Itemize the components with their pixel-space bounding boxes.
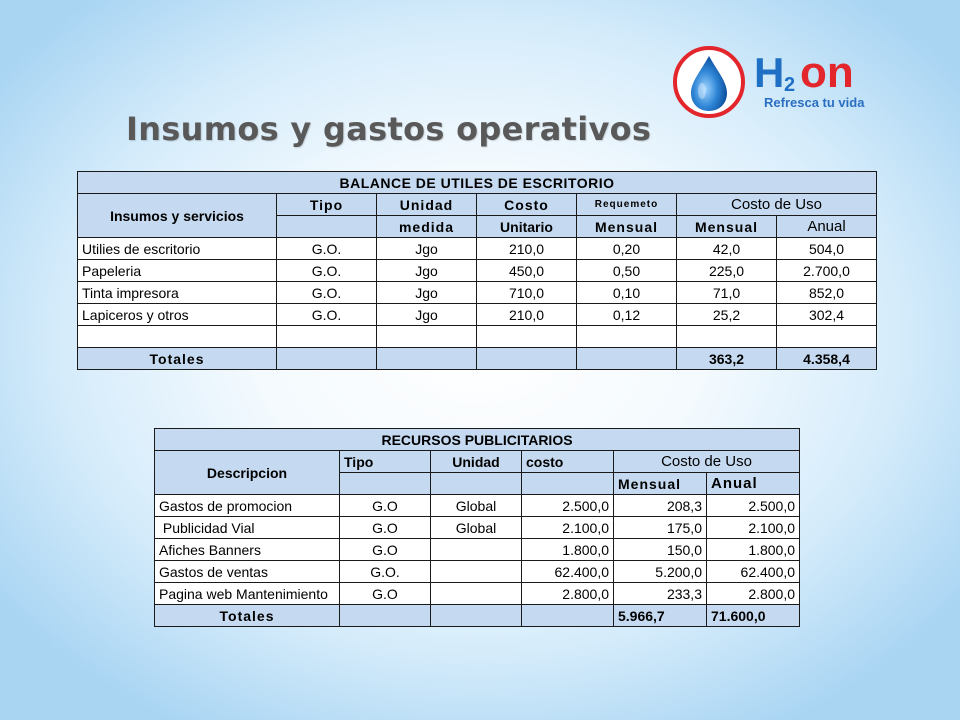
cell-empty (340, 605, 431, 627)
cell-costo: 1.800,0 (522, 539, 614, 561)
header-unidad: Unidad (431, 451, 522, 473)
cell-mensual: 5.200,0 (614, 561, 707, 583)
header-empty (277, 216, 377, 238)
cell-req: 0,10 (577, 282, 677, 304)
balance-table (77, 171, 877, 370)
publicidad-totals-row (155, 605, 800, 627)
table-row (78, 238, 877, 260)
cell-insumo: Tinta impresora (78, 282, 277, 304)
header-unitario: Unitario (477, 216, 577, 238)
cell-anual: 2.500,0 (707, 495, 800, 517)
cell-empty (777, 326, 877, 348)
balance-totals-row (78, 348, 877, 370)
cell-costo: 450,0 (477, 260, 577, 282)
cell-anual: 504,0 (777, 238, 877, 260)
cell-req: 0,20 (577, 238, 677, 260)
cell-empty (577, 326, 677, 348)
totals-mensual: 5.966,7 (614, 605, 707, 627)
cell-anual: 2.700,0 (777, 260, 877, 282)
cell-req: 0,50 (577, 260, 677, 282)
header-costo: Costo (477, 194, 577, 216)
cell-anual: 852,0 (777, 282, 877, 304)
cell-anual: 2.800,0 (707, 583, 800, 605)
cell-mensual: 71,0 (677, 282, 777, 304)
cell-mensual: 225,0 (677, 260, 777, 282)
header-mensual: Mensual (677, 216, 777, 238)
balance-header-row-1 (78, 194, 877, 216)
table-row (155, 583, 800, 605)
cell-costo: 2.800,0 (522, 583, 614, 605)
cell-unidad (431, 539, 522, 561)
cell-mensual: 150,0 (614, 539, 707, 561)
cell-unidad: Jgo (377, 238, 477, 260)
cell-descripcion: Pagina web Mantenimiento (155, 583, 340, 605)
cell-empty (431, 605, 522, 627)
publicidad-table (154, 428, 800, 627)
header-mensual: Mensual (614, 473, 707, 495)
table-row-empty (78, 326, 877, 348)
cell-costo: 2.500,0 (522, 495, 614, 517)
header-anual: Anual (777, 216, 877, 238)
water-drop-logo-icon (672, 44, 902, 124)
cell-empty (522, 605, 614, 627)
cell-insumo: Utilies de escritorio (78, 238, 277, 260)
cell-unidad: Global (431, 517, 522, 539)
table-row (155, 517, 800, 539)
cell-empty (577, 348, 677, 370)
cell-costo: 210,0 (477, 238, 577, 260)
logo-brand-sub: 2 (784, 74, 796, 96)
balance-title-row (78, 172, 877, 194)
cell-tipo: G.O. (277, 238, 377, 260)
header-anual: Anual (707, 473, 800, 495)
cell-costo: 2.100,0 (522, 517, 614, 539)
table-row (78, 260, 877, 282)
table-row (155, 561, 800, 583)
cell-mensual: 175,0 (614, 517, 707, 539)
cell-costo: 62.400,0 (522, 561, 614, 583)
cell-tipo: G.O (340, 539, 431, 561)
cell-descripcion: Gastos de ventas (155, 561, 340, 583)
cell-unidad: Jgo (377, 304, 477, 326)
table-row (155, 495, 800, 517)
cell-mensual: 233,3 (614, 583, 707, 605)
publicidad-title-row (155, 429, 800, 451)
header-costo-uso: Costo de Uso (677, 194, 877, 216)
publicidad-table-title: RECURSOS PUBLICITARIOS (155, 429, 800, 451)
cell-tipo: G.O. (277, 304, 377, 326)
cell-insumo: Lapiceros y otros (78, 304, 277, 326)
header-descripcion: Descripcion (155, 451, 340, 495)
cell-insumo: Papeleria (78, 260, 277, 282)
table-row (78, 282, 877, 304)
header-medida: medida (377, 216, 477, 238)
page-title: Insumos y gastos operativos (126, 110, 652, 148)
logo-brand-on: on (800, 48, 854, 97)
cell-req: 0,12 (577, 304, 677, 326)
cell-empty (677, 326, 777, 348)
cell-anual: 62.400,0 (707, 561, 800, 583)
header-tipo: Tipo (340, 451, 431, 473)
balance-table-title: BALANCE DE UTILES DE ESCRITORIO (78, 172, 877, 194)
header-costo-uso: Costo de Uso (614, 451, 800, 473)
cell-mensual: 42,0 (677, 238, 777, 260)
cell-unidad: Jgo (377, 260, 477, 282)
cell-descripcion: Publicidad Vial (155, 517, 340, 539)
header-mensual-req: Mensual (577, 216, 677, 238)
cell-tipo: G.O. (277, 260, 377, 282)
cell-anual: 2.100,0 (707, 517, 800, 539)
cell-empty (477, 326, 577, 348)
logo-tagline: Refresca tu vida (764, 95, 865, 110)
cell-mensual: 208,3 (614, 495, 707, 517)
header-costo: costo (522, 451, 614, 473)
cell-tipo: G.O (340, 495, 431, 517)
cell-empty (277, 348, 377, 370)
cell-mensual: 25,2 (677, 304, 777, 326)
cell-tipo: G.O. (340, 561, 431, 583)
cell-tipo: G.O (340, 517, 431, 539)
table-row (155, 539, 800, 561)
header-requerimiento: Requemeto (577, 194, 677, 216)
cell-descripcion: Afiches Banners (155, 539, 340, 561)
cell-tipo: G.O (340, 583, 431, 605)
totals-label: Totales (78, 348, 277, 370)
cell-costo: 710,0 (477, 282, 577, 304)
cell-anual: 302,4 (777, 304, 877, 326)
h2on-logo (672, 44, 902, 124)
header-unidad: Unidad (377, 194, 477, 216)
cell-empty (78, 326, 277, 348)
cell-costo: 210,0 (477, 304, 577, 326)
cell-descripcion: Gastos de promocion (155, 495, 340, 517)
cell-unidad: Jgo (377, 282, 477, 304)
header-tipo: Tipo (277, 194, 377, 216)
cell-tipo: G.O. (277, 282, 377, 304)
cell-unidad (431, 583, 522, 605)
totals-anual: 71.600,0 (707, 605, 800, 627)
cell-empty (340, 473, 431, 495)
cell-empty (477, 348, 577, 370)
cell-anual: 1.800,0 (707, 539, 800, 561)
totals-label: Totales (155, 605, 340, 627)
table-row (78, 304, 877, 326)
cell-empty (431, 473, 522, 495)
cell-unidad: Global (431, 495, 522, 517)
totals-anual: 4.358,4 (777, 348, 877, 370)
cell-empty (377, 348, 477, 370)
cell-empty (377, 326, 477, 348)
publicidad-header-row-1 (155, 451, 800, 473)
cell-empty (522, 473, 614, 495)
header-insumos: Insumos y servicios (78, 194, 277, 238)
logo-brand-h: H (754, 49, 785, 96)
totals-mensual: 363,2 (677, 348, 777, 370)
cell-unidad (431, 561, 522, 583)
cell-empty (277, 326, 377, 348)
